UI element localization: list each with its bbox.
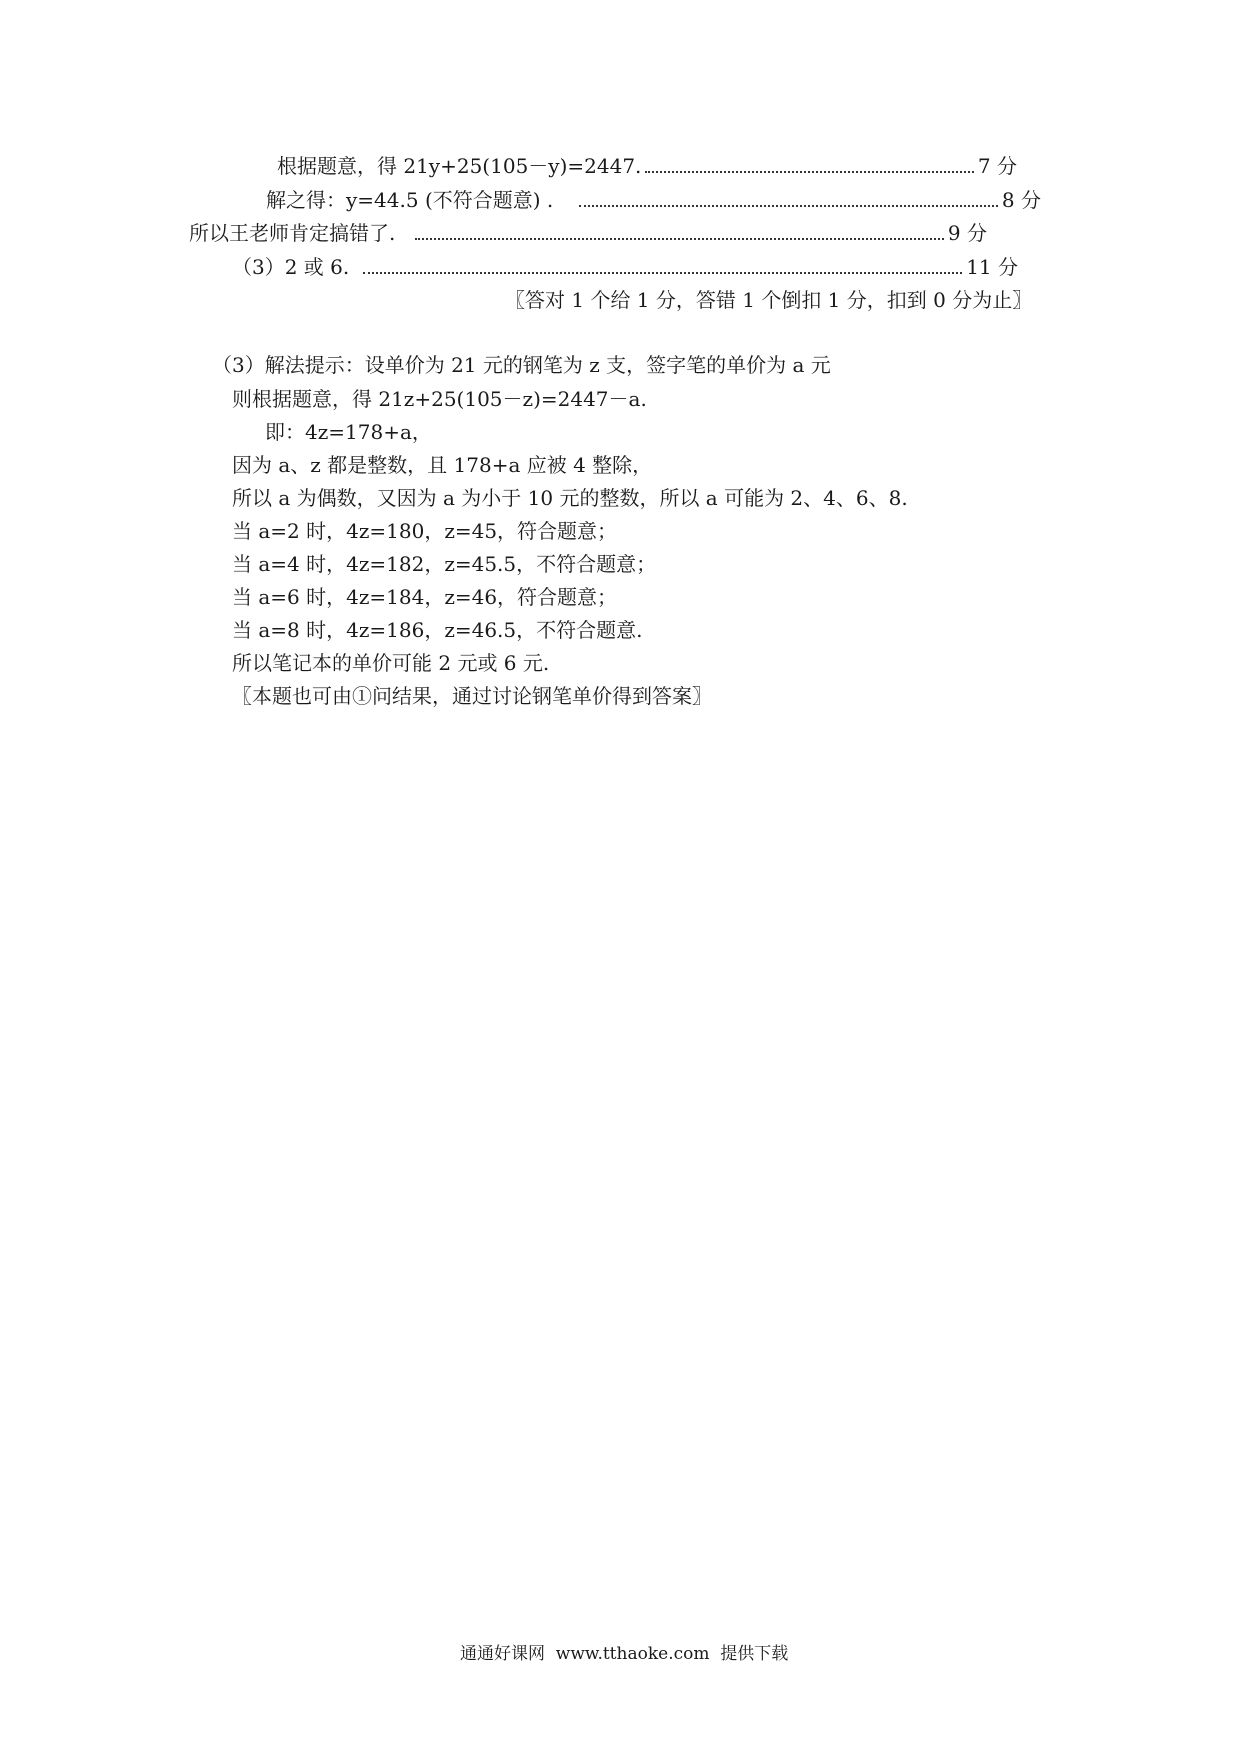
hint-line: 当 a=4 时，4z=182，z=45.5，不符合题意； bbox=[232, 552, 657, 576]
hint-line: 所以笔记本的单价可能 2 元或 6 元. bbox=[232, 651, 550, 675]
hint-line: 当 a=8 时，4z=186，z=46.5，不符合题意. bbox=[232, 618, 643, 642]
scoring-score: 7 分 bbox=[977, 154, 1017, 178]
footer-text: 通通好课网 www.tthaoke.com 提供下载 bbox=[460, 1644, 789, 1664]
scoring-line-3 bbox=[189, 221, 987, 246]
dotted-leader bbox=[645, 171, 974, 173]
dotted-leader bbox=[363, 272, 962, 274]
scoring-text: （3）2 或 6. bbox=[232, 255, 350, 279]
scoring-note: 〖答对 1 个给 1 分，答错 1 个倒扣 1 分，扣到 0 分为止〗 bbox=[505, 288, 1033, 312]
scoring-line-4 bbox=[232, 255, 1018, 280]
hint-line: 当 a=2 时，4z=180，z=45，符合题意； bbox=[232, 519, 618, 543]
hint-line: 则根据题意，得 21z+25(105－z)=2447－a. bbox=[232, 387, 647, 411]
scoring-score: 11 分 bbox=[966, 255, 1018, 279]
scoring-text: 所以王老师肯定搞错了. bbox=[189, 221, 396, 245]
hint-line: 〖本题也可由①问结果，通过讨论钢笔单价得到答案〗 bbox=[232, 684, 712, 708]
scoring-text: 解之得：y=44.5 (不符合题意) . bbox=[266, 188, 554, 212]
hint-title: （3）解法提示：设单价为 21 元的钢笔为 z 支，签字笔的单价为 a 元 bbox=[212, 353, 831, 377]
scoring-line-1 bbox=[277, 154, 1017, 179]
scoring-score: 9 分 bbox=[947, 221, 987, 245]
scoring-score: 8 分 bbox=[1001, 188, 1041, 212]
hint-line: 因为 a、z 都是整数，且 178+a 应被 4 整除， bbox=[232, 453, 653, 477]
scoring-text: 根据题意，得 21y+25(105－y)=2447. bbox=[277, 154, 642, 178]
hint-line: 所以 a 为偶数，又因为 a 为小于 10 元的整数，所以 a 可能为 2、4、6、8. bbox=[232, 486, 908, 510]
hint-line: 即：4z=178+a， bbox=[265, 420, 432, 444]
scoring-line-2 bbox=[266, 188, 1041, 213]
dotted-leader bbox=[579, 205, 998, 207]
dotted-leader bbox=[415, 238, 944, 240]
hint-line: 当 a=6 时，4z=184，z=46，符合题意； bbox=[232, 585, 618, 609]
